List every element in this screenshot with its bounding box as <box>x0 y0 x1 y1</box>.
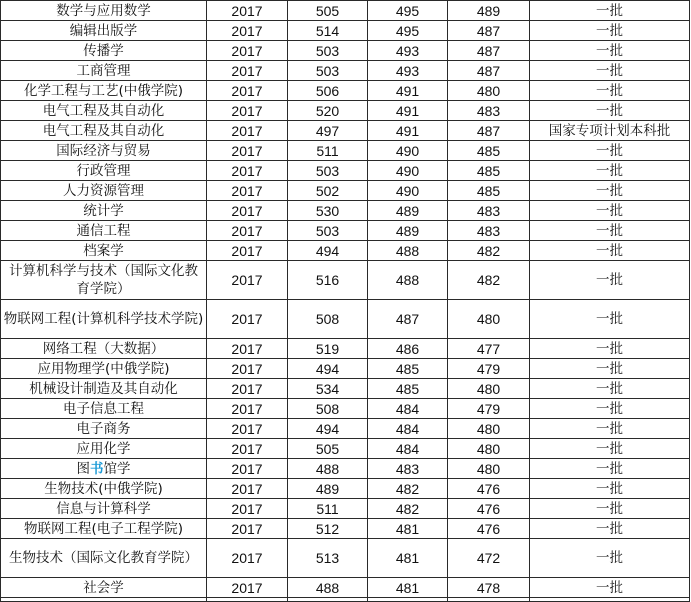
table-row <box>1 81 690 101</box>
major-name-cell: 机械设计制造及其自动化 <box>1 379 207 399</box>
year-cell: 2017 <box>207 300 288 339</box>
batch-cell: 一批 <box>530 61 690 81</box>
major-name-cell: 电子信息工程 <box>1 399 207 419</box>
batch-cell: 一批 <box>530 300 690 339</box>
max-score-cell: 494 <box>288 359 368 379</box>
batch-cell: 一批 <box>530 241 690 261</box>
min-score-cell: 483 <box>448 201 530 221</box>
min-score-cell: 480 <box>448 300 530 339</box>
major-name-cell: 工商管理 <box>1 61 207 81</box>
major-name-part: 馆学 <box>103 460 131 477</box>
batch-cell: 一批 <box>530 359 690 379</box>
year-cell: 2017 <box>207 261 288 300</box>
year-cell: 2017 <box>207 578 288 598</box>
avg-score-cell: 493 <box>368 41 448 61</box>
avg-score-cell: 484 <box>368 399 448 419</box>
avg-score-cell: 490 <box>368 141 448 161</box>
batch-cell: 一批 <box>530 201 690 221</box>
max-score-cell: 502 <box>288 181 368 201</box>
min-score-cell: 476 <box>448 479 530 499</box>
avg-score-cell: 481 <box>368 578 448 598</box>
table-row <box>1 519 690 539</box>
major-name-part: 图 <box>76 460 90 477</box>
min-score-cell: 485 <box>448 181 530 201</box>
min-score-cell: 480 <box>448 459 530 479</box>
batch-cell: 一批 <box>530 21 690 41</box>
avg-score-cell: 485 <box>368 359 448 379</box>
year-cell: 2017 <box>207 519 288 539</box>
min-score-cell: 487 <box>448 41 530 61</box>
year-cell: 2017 <box>207 101 288 121</box>
table-row <box>1 419 690 439</box>
min-score-cell: 480 <box>448 379 530 399</box>
year-cell: 2017 <box>207 61 288 81</box>
avg-score-cell: 495 <box>368 1 448 21</box>
batch-cell: 一批 <box>530 1 690 21</box>
batch-cell: 一批 <box>530 459 690 479</box>
avg-score-cell: 493 <box>368 61 448 81</box>
max-score-cell: 503 <box>288 221 368 241</box>
max-score-cell: 513 <box>288 539 368 578</box>
table-body <box>1 1 690 602</box>
table-row <box>1 121 690 141</box>
year-cell: 2017 <box>207 41 288 61</box>
avg-score-cell: 482 <box>368 479 448 499</box>
major-name-cell: 生物技术(中俄学院) <box>1 479 207 499</box>
avg-score-cell: 491 <box>368 121 448 141</box>
avg-score-cell: 495 <box>368 21 448 41</box>
table-row <box>1 21 690 41</box>
min-score-cell: 477 <box>448 339 530 359</box>
batch-cell: 一批 <box>530 141 690 161</box>
year-cell: 2017 <box>207 221 288 241</box>
min-score-cell: 483 <box>448 221 530 241</box>
avg-score-cell: 488 <box>368 241 448 261</box>
min-score-cell: 482 <box>448 241 530 261</box>
min-score-cell: 489 <box>448 1 530 21</box>
major-name-cell: 通信工程 <box>1 221 207 241</box>
year-cell: 2017 <box>207 181 288 201</box>
major-name-cell: 应用物理学(中俄学院) <box>1 359 207 379</box>
avg-score-cell: 487 <box>368 300 448 339</box>
max-score-cell: 519 <box>288 339 368 359</box>
year-cell: 2017 <box>207 459 288 479</box>
table-row <box>1 439 690 459</box>
max-score-cell: 488 <box>288 459 368 479</box>
major-name-cell: 应用化学 <box>1 439 207 459</box>
table-row <box>1 339 690 359</box>
max-score-cell: 506 <box>288 81 368 101</box>
min-score-cell: 487 <box>448 61 530 81</box>
major-name-cell: 传播学 <box>1 41 207 61</box>
min-score-cell: 485 <box>448 161 530 181</box>
max-score-cell: 503 <box>288 41 368 61</box>
year-cell: 2017 <box>207 439 288 459</box>
min-score-cell: 479 <box>448 399 530 419</box>
year-cell: 2017 <box>207 141 288 161</box>
min-score-cell: 476 <box>448 499 530 519</box>
major-name-cell: 社会学 <box>1 578 207 598</box>
min-score-cell: 480 <box>448 419 530 439</box>
year-cell: 2017 <box>207 21 288 41</box>
avg-score-cell: 490 <box>368 161 448 181</box>
year-cell: 2017 <box>207 161 288 181</box>
table-row <box>1 221 690 241</box>
max-score-cell: 520 <box>288 101 368 121</box>
max-score-cell: 516 <box>288 261 368 300</box>
table-row <box>1 300 690 339</box>
min-score-cell: 487 <box>448 21 530 41</box>
max-score-cell: 508 <box>288 300 368 339</box>
table-row <box>1 101 690 121</box>
min-score-cell: 482 <box>448 261 530 300</box>
batch-cell: 一批 <box>530 399 690 419</box>
table-row <box>1 359 690 379</box>
avg-score-cell: 489 <box>368 201 448 221</box>
table-row <box>1 379 690 399</box>
major-name-cell: 化学工程与工艺(中俄学院) <box>1 81 207 101</box>
major-name-cell: 人力资源管理 <box>1 181 207 201</box>
table-row <box>1 261 690 300</box>
avg-score-cell: 489 <box>368 221 448 241</box>
max-score-cell: 512 <box>288 519 368 539</box>
min-score-cell: 476 <box>448 519 530 539</box>
avg-score-cell: 482 <box>368 499 448 519</box>
max-score-cell: 514 <box>288 21 368 41</box>
max-score-cell: 511 <box>288 141 368 161</box>
avg-score-cell: 484 <box>368 439 448 459</box>
major-name-cell: 物联网工程(计算机科学技术学院) <box>1 300 207 339</box>
table-row <box>1 1 690 21</box>
major-name-cell: 国际经济与贸易 <box>1 141 207 161</box>
year-cell: 2017 <box>207 121 288 141</box>
year-cell: 2017 <box>207 479 288 499</box>
year-cell: 2017 <box>207 201 288 221</box>
batch-cell: 一批 <box>530 101 690 121</box>
table-row <box>1 201 690 221</box>
table-row <box>1 578 690 598</box>
major-name-cell: 行政管理 <box>1 161 207 181</box>
max-score-cell: 494 <box>288 419 368 439</box>
year-cell: 2017 <box>207 359 288 379</box>
major-name-cell: 计算机科学与技术（国际文化教育学院） <box>1 261 207 300</box>
batch-cell: 一批 <box>530 221 690 241</box>
table-row <box>1 499 690 519</box>
major-name-cell: 生物技术（国际文化教育学院） <box>1 539 207 578</box>
table-row <box>1 399 690 419</box>
year-cell: 2017 <box>207 1 288 21</box>
year-cell: 2017 <box>207 539 288 578</box>
table-row <box>1 539 690 578</box>
avg-score-cell: 490 <box>368 181 448 201</box>
table-row <box>1 459 690 479</box>
min-score-cell: 485 <box>448 141 530 161</box>
batch-cell: 一批 <box>530 499 690 519</box>
year-cell: 2017 <box>207 419 288 439</box>
avg-score-cell: 485 <box>368 379 448 399</box>
batch-cell: 一批 <box>530 339 690 359</box>
major-name-cell: 电气工程及其自动化 <box>1 121 207 141</box>
min-score-cell: 480 <box>448 439 530 459</box>
major-name-cell: 数学与应用数学 <box>1 1 207 21</box>
avg-score-cell: 488 <box>368 261 448 300</box>
min-score-cell: 480 <box>448 81 530 101</box>
batch-cell: 一批 <box>530 539 690 578</box>
max-score-cell: 503 <box>288 61 368 81</box>
major-name-cell <box>1 459 207 479</box>
max-score-cell: 503 <box>288 161 368 181</box>
table-row <box>1 141 690 161</box>
year-cell: 2017 <box>207 499 288 519</box>
table-row <box>1 61 690 81</box>
batch-cell: 一批 <box>530 479 690 499</box>
batch-cell: 一批 <box>530 81 690 101</box>
max-score-cell: 494 <box>288 241 368 261</box>
major-name-highlight: 书 <box>90 460 104 477</box>
batch-cell: 一批 <box>530 578 690 598</box>
year-cell: 2017 <box>207 81 288 101</box>
avg-score-cell: 491 <box>368 81 448 101</box>
max-score-cell: 530 <box>288 201 368 221</box>
major-name-cell: 编辑出版学 <box>1 21 207 41</box>
batch-cell: 一批 <box>530 261 690 300</box>
min-score-cell: 479 <box>448 359 530 379</box>
table-row <box>1 41 690 61</box>
batch-cell: 一批 <box>530 181 690 201</box>
table-row <box>1 479 690 499</box>
major-name-cell: 档案学 <box>1 241 207 261</box>
batch-cell: 一批 <box>530 519 690 539</box>
avg-score-cell: 486 <box>368 339 448 359</box>
year-cell: 2017 <box>207 241 288 261</box>
batch-cell: 一批 <box>530 439 690 459</box>
year-cell: 2017 <box>207 399 288 419</box>
major-name-cell: 统计学 <box>1 201 207 221</box>
major-name-cell: 网络工程（大数据） <box>1 339 207 359</box>
major-name-cell: 物联网工程(电子工程学院) <box>1 519 207 539</box>
batch-cell: 国家专项计划本科批 <box>530 121 690 141</box>
max-score-cell: 511 <box>288 499 368 519</box>
max-score-cell: 508 <box>288 399 368 419</box>
table-row <box>1 241 690 261</box>
batch-cell: 一批 <box>530 419 690 439</box>
table-row <box>1 161 690 181</box>
max-score-cell: 489 <box>288 479 368 499</box>
max-score-cell: 497 <box>288 121 368 141</box>
avg-score-cell: 484 <box>368 419 448 439</box>
avg-score-cell: 481 <box>368 539 448 578</box>
min-score-cell: 478 <box>448 578 530 598</box>
avg-score-cell: 491 <box>368 101 448 121</box>
table-row <box>1 181 690 201</box>
avg-score-cell: 483 <box>368 459 448 479</box>
year-cell: 2017 <box>207 379 288 399</box>
max-score-cell: 534 <box>288 379 368 399</box>
min-score-cell: 487 <box>448 121 530 141</box>
avg-score-cell: 481 <box>368 519 448 539</box>
min-score-cell: 483 <box>448 101 530 121</box>
batch-cell: 一批 <box>530 41 690 61</box>
max-score-cell: 505 <box>288 439 368 459</box>
major-name-cell: 电子商务 <box>1 419 207 439</box>
batch-cell: 一批 <box>530 161 690 181</box>
batch-cell: 一批 <box>530 379 690 399</box>
min-score-cell: 472 <box>448 539 530 578</box>
max-score-cell: 505 <box>288 1 368 21</box>
major-name-cell: 电气工程及其自动化 <box>1 101 207 121</box>
major-name-cell: 信息与计算科学 <box>1 499 207 519</box>
year-cell: 2017 <box>207 339 288 359</box>
max-score-cell: 488 <box>288 578 368 598</box>
